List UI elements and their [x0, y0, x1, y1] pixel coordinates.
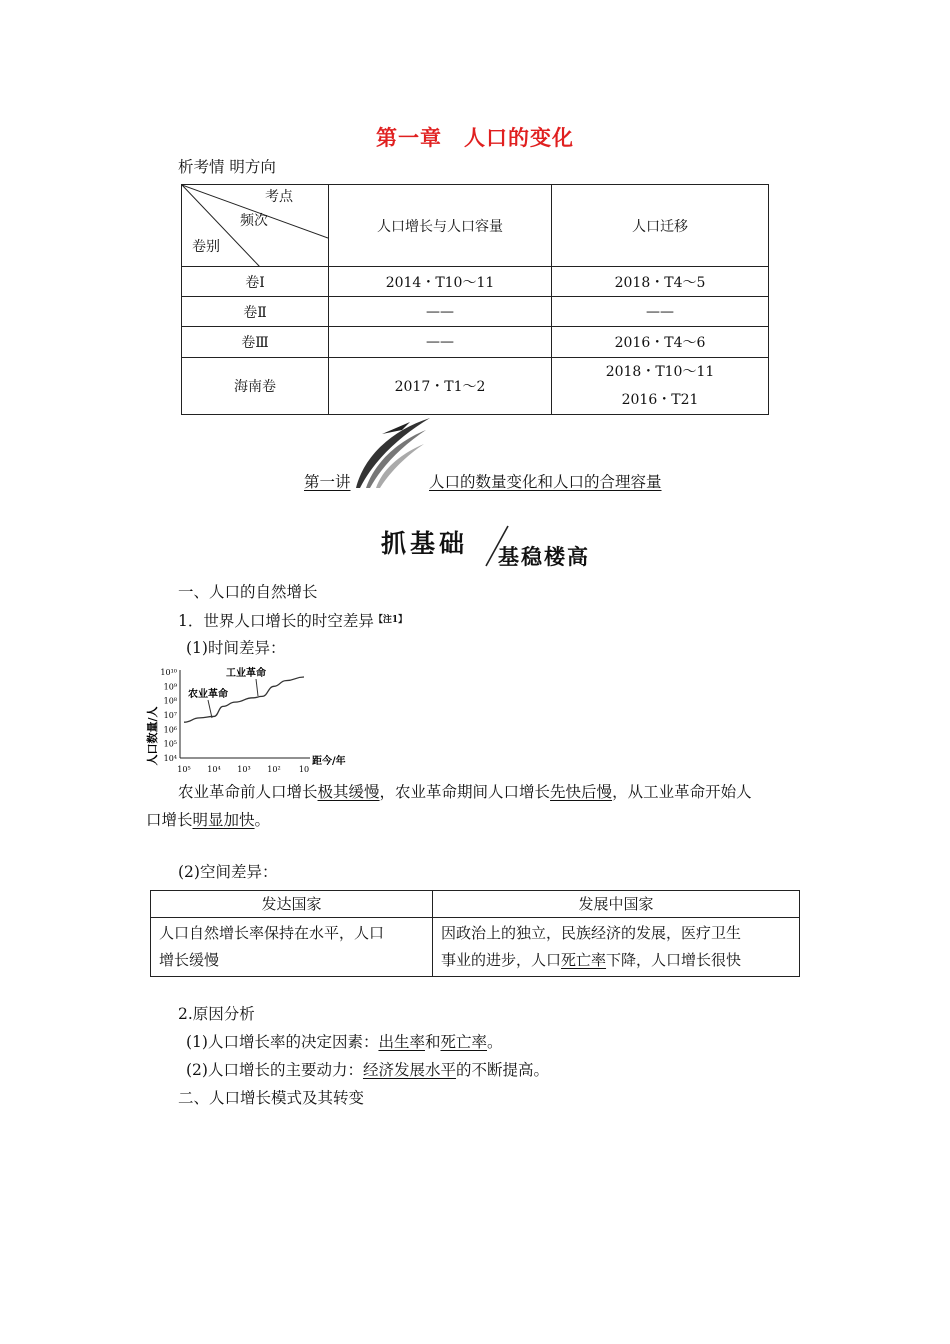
table-cell: —— [552, 297, 769, 327]
cell-line [441, 947, 791, 974]
exam-frequency-table [181, 184, 769, 415]
table-row [182, 327, 769, 358]
x-axis-label: 距今/年 [312, 756, 346, 767]
y-tick-label: 10⁵ [163, 739, 177, 749]
row-label: 卷Ⅰ [182, 267, 329, 297]
text: 。 [254, 811, 271, 829]
row-label: 卷Ⅲ [182, 327, 329, 358]
table-corner-cell [182, 185, 329, 267]
text: 农业革命前人口增长 [178, 783, 318, 801]
x-tick-label: 10⁵ [177, 765, 191, 774]
row-label: 卷Ⅱ [182, 297, 329, 327]
banner-left: 抓基础 [381, 529, 469, 558]
population-growth-chart [144, 664, 364, 778]
underlined-term: 经济发展水平 [362, 1061, 456, 1079]
y-tick-label: 10⁸ [163, 696, 177, 706]
text: (1)人口增长率的决定因素： [186, 1033, 379, 1051]
column-header: 发展中国家 [433, 891, 800, 918]
banner-right: 基稳楼高 [498, 545, 590, 569]
section-heading: 二、人口增长模式及其转变 [178, 1089, 365, 1107]
y-tick-label: 10⁴ [163, 754, 177, 763]
cause-line-2 [186, 1056, 549, 1084]
time-diff-paragraph [178, 778, 818, 806]
annotation-pointer [256, 679, 258, 696]
underlined-term: 极其缓慢 [317, 783, 380, 801]
time-diff-paragraph-cont [146, 806, 270, 834]
column-header: 人口增长与人口容量 [329, 185, 552, 267]
text: 事业的进步，人口 [441, 951, 562, 969]
text: 口增长 [146, 811, 193, 829]
cell-line: 2018・T10～11 [605, 364, 715, 380]
underlined-term: 先快后慢 [550, 783, 613, 801]
y-tick-label: 10⁶ [163, 725, 177, 735]
subsection-text: 1．世界人口增长的时空差异 [178, 612, 374, 630]
column-header: 人口迁移 [552, 185, 769, 267]
subsection-heading [178, 606, 407, 635]
text: (2)人口增长的主要动力： [186, 1061, 363, 1079]
annotation-pointer [208, 700, 212, 718]
section-label: 析考情 明方向 [178, 158, 276, 176]
chapter-title: 第一章 人口的变化 [376, 126, 574, 150]
table-cell: 2016・T4～6 [552, 327, 769, 358]
underlined-term: 明显加快 [192, 811, 255, 829]
developed-cell [151, 918, 433, 977]
space-difference-table [150, 890, 800, 977]
lecture-title: 人口的数量变化和人口的合理容量 [429, 473, 662, 491]
space-diff-label: (2)空间差异： [178, 863, 278, 881]
text: ，农业革命期间人口增长 [379, 783, 551, 801]
cell-line: 人口自然增长率保持在水平，人口 [159, 924, 385, 942]
table-cell: 2014・T10～11 [329, 267, 552, 297]
corner-middle-label: 频次 [240, 213, 268, 229]
cause-line-1 [186, 1028, 503, 1056]
corner-top-label: 考点 [265, 189, 293, 205]
annotation-agri-revolution: 农业革命 [188, 689, 228, 700]
text: 和 [424, 1033, 441, 1051]
underlined-term: 出生率 [378, 1033, 425, 1051]
text: ，从工业革命开始人 [612, 783, 752, 801]
table-cell: 2017・T1～2 [329, 358, 552, 415]
lecture-number: 第一讲 [304, 473, 351, 491]
cell-line: 增长缓慢 [159, 951, 220, 969]
developing-cell [433, 918, 800, 977]
x-tick-label: 10² [267, 765, 281, 774]
text: 的不断提高。 [455, 1061, 549, 1079]
x-tick-label: 10 [298, 765, 310, 774]
table-cell: 2018・T4～5 [552, 267, 769, 297]
x-tick-label: 10⁴ [207, 765, 221, 774]
column-header: 发达国家 [151, 891, 433, 918]
x-tick-label: 10³ [237, 765, 251, 774]
time-diff-label: (1)时间差异： [186, 639, 286, 657]
underlined-term: 死亡率 [440, 1033, 488, 1051]
annotation-ind-revolution: 工业革命 [226, 668, 266, 679]
y-tick-label: 10⁹ [163, 682, 177, 692]
subsection-heading: 2.原因分析 [178, 1005, 255, 1023]
text: 。 [487, 1033, 503, 1051]
underlined-term: 死亡率 [561, 951, 607, 969]
table-row [182, 297, 769, 327]
text: 下降，人口增长很快 [606, 951, 742, 969]
row-label: 海南卷 [182, 358, 329, 415]
table-row [182, 358, 769, 415]
swoosh-decoration-icon [352, 416, 432, 490]
cell-line: 2016・T21 [621, 392, 699, 408]
corner-bottom-label: 卷别 [192, 239, 220, 255]
table-row [182, 267, 769, 297]
y-tick-label: 10¹⁰ [160, 668, 177, 677]
cell-line: 因政治上的独立，民族经济的发展，医疗卫生 [441, 924, 742, 942]
table-cell: —— [329, 297, 552, 327]
table-cell: —— [329, 327, 552, 358]
y-axis-label: 人口数量/人 [146, 706, 159, 766]
note-marker: 【注1】 [373, 615, 408, 625]
y-tick-label: 10⁷ [163, 711, 177, 720]
table-cell [552, 358, 769, 415]
section-heading: 一、人口的自然增长 [178, 583, 318, 601]
